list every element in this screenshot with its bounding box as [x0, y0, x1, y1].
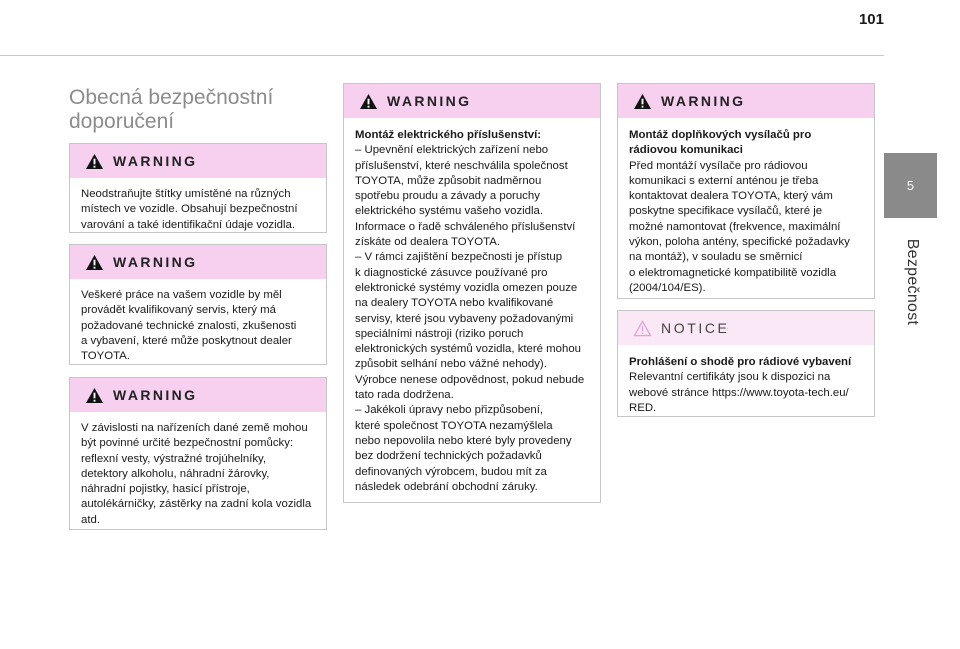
body-line: náhradní pojistky, hasicí přístroje,	[81, 483, 250, 496]
warning-body	[344, 118, 600, 505]
body-line: webové stránce https://www.toyota-tech.eu/	[629, 386, 849, 399]
warning-box-accessories	[343, 83, 601, 503]
body-title: rádiovou komunikaci	[629, 144, 743, 157]
body-line: spotřebu proudu a závady a poruchy	[355, 190, 540, 203]
warning-heading: WARNING	[113, 387, 198, 403]
body-title: Montáž elektrického příslušenství:	[355, 129, 542, 141]
warning-header	[70, 144, 326, 178]
body-line: být povinné určité bezpečnostní pomůcky:	[81, 437, 294, 450]
body-line: RED.	[629, 401, 657, 414]
body-line: detektory alkoholu, náhradní žárovky,	[81, 467, 270, 480]
warning-triangle-icon	[633, 93, 652, 110]
warning-header	[618, 84, 874, 118]
warning-heading: WARNING	[113, 153, 198, 169]
warning-box-labels	[69, 143, 327, 233]
body-line: – V rámci zajištění bezpečnosti je přístup	[355, 251, 563, 264]
body-line: výkon, poloha antény, specifické požadavky	[629, 236, 850, 249]
warning-body	[70, 178, 326, 243]
body-line: a vybavení, které může poskytnout dealer	[81, 334, 292, 347]
body-line: Neodstraňujte štítky umístěné na různých	[81, 188, 291, 200]
body-line: o elektromagnetické kompatibilitě vozidla	[629, 266, 837, 279]
body-line: získáte od dealera TOYOTA.	[355, 236, 500, 249]
body-title: Prohlášení o shodě pro rádiové vybavení	[629, 356, 852, 368]
body-line: poskytne specifikace vysílačů, které je	[629, 205, 823, 218]
warning-triangle-icon	[85, 387, 104, 404]
body-line: V závislosti na nařízeních dané země mohou	[81, 422, 308, 434]
body-line: definovaných výrobcem, budou mít za	[355, 465, 547, 478]
caution-triangle-icon	[633, 320, 652, 337]
warning-triangle-icon	[85, 254, 104, 271]
body-line: Informace o řadě schváleného příslušenství	[355, 220, 576, 233]
body-line: následek odebrání obchodní záruky.	[355, 480, 538, 493]
body-line: servisy, které jsou vybaveny požadovanými	[355, 312, 574, 325]
body-line: TOYOTA, může způsobit nadměrnou	[355, 174, 542, 187]
body-title: Montáž doplňkových vysílačů pro	[629, 129, 812, 141]
section-title: Obecná bezpečnostní doporučení	[69, 86, 274, 133]
body-line: na dealery TOYOTA nebo kvalifikované	[355, 297, 554, 310]
body-line: reflexní vesty, výstražné trojúhelníky,	[81, 452, 267, 465]
top-rule	[0, 55, 884, 56]
body-line: (2004/104/ES).	[629, 281, 706, 294]
body-line: komunikaci s externí anténou je třeba	[629, 174, 819, 187]
warning-box-transmitters	[617, 83, 875, 299]
body-line: možné namontovat (frekvence, maximální	[629, 220, 841, 233]
notice-body	[618, 345, 874, 426]
body-line: tato rada dodržena.	[355, 389, 454, 402]
warning-triangle-icon	[85, 153, 104, 170]
body-line: bez dodržení technických požadavků	[355, 450, 542, 463]
notice-header	[618, 311, 874, 345]
warning-body	[618, 118, 874, 306]
warning-box-service	[69, 244, 327, 365]
body-line: Před montáží vysílače pro rádiovou	[629, 159, 808, 172]
warning-heading: WARNING	[661, 93, 746, 109]
notice-box-radio	[617, 310, 875, 417]
body-line: elektronických systémů vozidla, které mohou	[355, 343, 582, 356]
page-number: 101	[858, 11, 884, 28]
body-line: které společnost TOYOTA nezamýšlela	[355, 419, 553, 432]
chapter-tab[interactable]: 5	[884, 153, 937, 218]
body-line: elektrického systému vašeho vozidla.	[355, 205, 544, 218]
warning-header	[70, 378, 326, 412]
body-line: příslušenství, které neschválila společnost	[355, 159, 568, 172]
chapter-label: Bezpečnost	[904, 238, 921, 326]
body-line: požadované technické znalosti, zkušenosti	[81, 319, 297, 332]
warning-box-equipment	[69, 377, 327, 530]
body-line: kontaktovat dealera TOYOTA, který vám	[629, 190, 833, 203]
body-line: speciálními nástroji (riziko poruch	[355, 327, 524, 340]
body-line: k diagnostické zásuvce používané pro	[355, 266, 548, 279]
body-line: – Jakékoli úpravy nebo přizpůsobení,	[355, 404, 544, 417]
body-line: Relevantní certifikáty jsou k dispozici na	[629, 371, 831, 384]
body-line: místech ve vozidle. Obsahují bezpečnostní	[81, 203, 298, 216]
body-line: Veškeré práce na vašem vozidle by měl	[81, 289, 282, 301]
warning-heading: WARNING	[387, 93, 472, 109]
body-line: Výrobce nenese odpovědnost, pokud nebude	[355, 373, 585, 386]
body-line: provádět kvalifikovaný servis, který má	[81, 304, 276, 317]
body-line: TOYOTA.	[81, 350, 130, 363]
notice-heading: NOTICE	[661, 320, 730, 336]
body-line: způsobit selhání nebo vážné nehody).	[355, 358, 547, 371]
warning-heading: WARNING	[113, 254, 198, 270]
body-line: nebo nepovolila nebo které byly provedeny	[355, 434, 572, 447]
warning-body	[70, 279, 326, 374]
body-line: elektronické systémy vozidla omezen pouze	[355, 281, 578, 294]
body-line: varování a také identifikační údaje vozidla.	[81, 218, 296, 231]
warning-header	[344, 84, 600, 118]
body-line: autolékárničky, zástěrky na zadní kola vozidla	[81, 498, 312, 511]
warning-triangle-icon	[359, 93, 378, 110]
body-line: na montáž), v souladu se směrnicí	[629, 251, 803, 264]
body-line: atd.	[81, 513, 100, 526]
warning-header	[70, 245, 326, 279]
body-line: – Upevnění elektrických zařízení nebo	[355, 144, 549, 157]
warning-body	[70, 412, 326, 538]
